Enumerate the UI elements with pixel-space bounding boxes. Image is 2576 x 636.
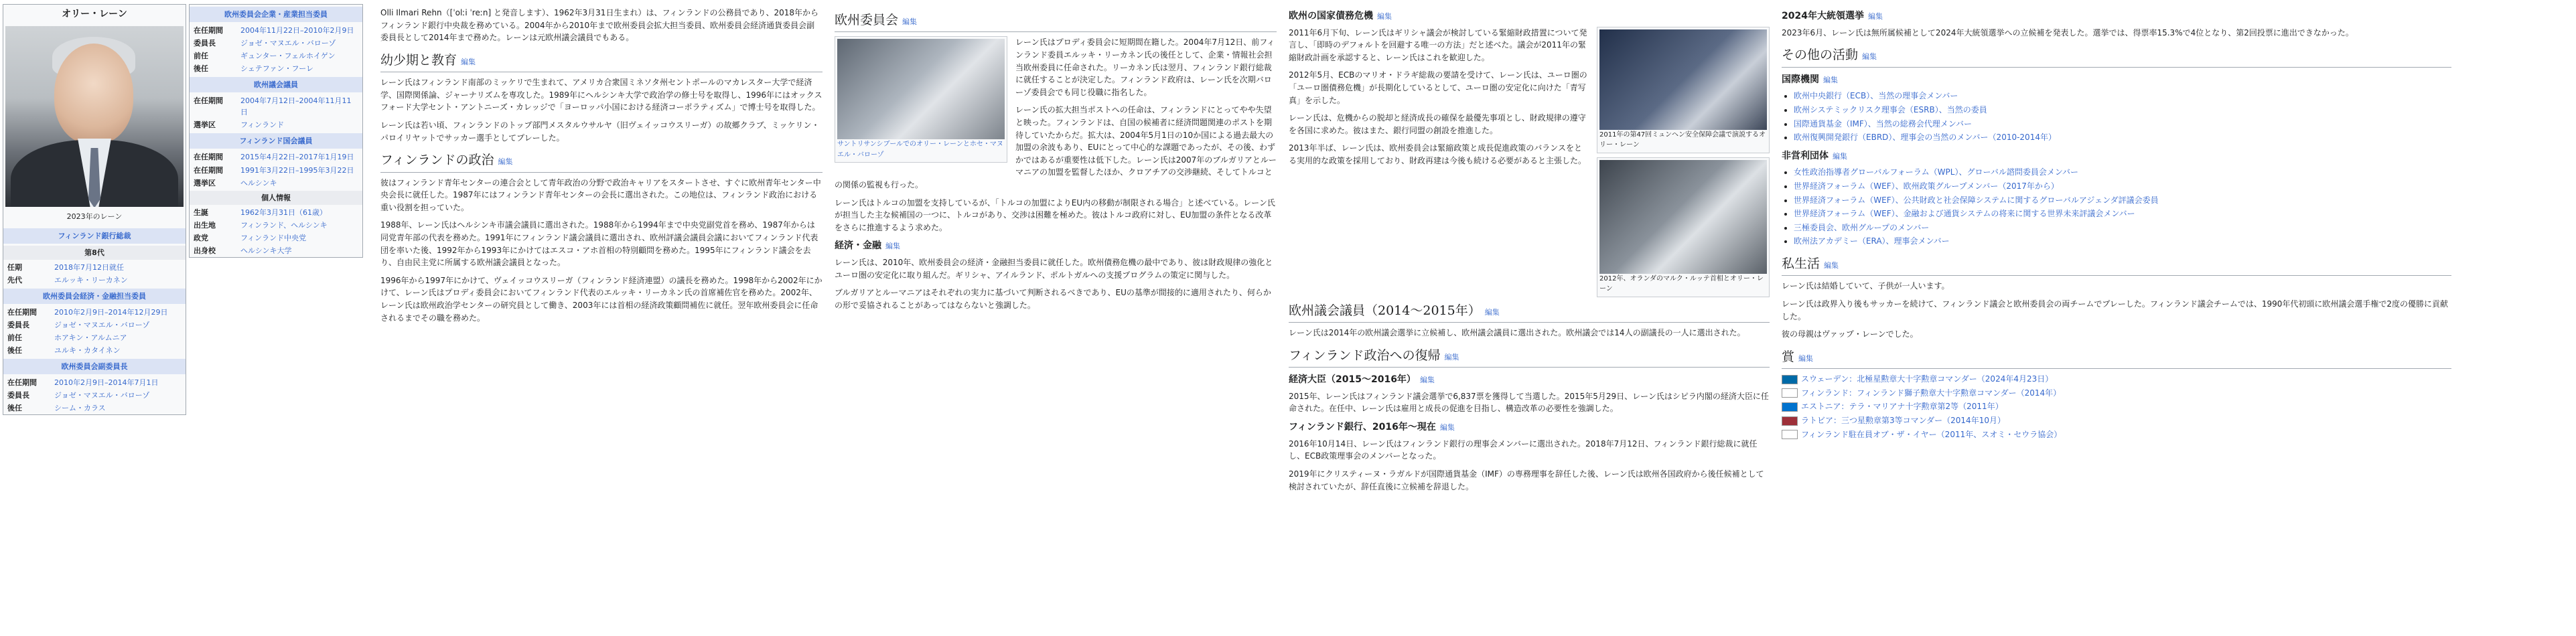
award-ribbon-icon [1782,375,1798,384]
list-item[interactable] [1794,208,2451,220]
paragraph: レーン氏は結婚していて、子供が一人います。 [1782,281,1950,291]
list-item[interactable] [1794,222,2451,234]
list-item[interactable] [1794,104,2451,116]
thumbnail-photo [1599,29,1767,130]
paragraph: ブルガリアとルーマニアはそれぞれの実力に基づいて判断されるべきであり、EUの基準が間接的に適用されたり、何らかの形で妥協されることがあってはならないと強調した。 [835,288,1271,310]
infobox-section-enterprise-commissioner[interactable]: 欧州委員会企業・産業担当委員 [190,7,362,22]
awards-list [1782,373,2451,441]
infobox [3,4,186,415]
infobox-row-label: 委員長 [7,391,29,400]
infobox-row-value[interactable]: フィンランド中央党 [240,233,307,242]
infobox-row-label: 在任期間 [7,307,37,317]
infobox-row-label: 任期 [7,262,22,272]
infobox-row [3,274,186,287]
edit-link[interactable]: 編集 [885,242,900,251]
edit-link[interactable]: 編集 [1419,376,1435,385]
infobox-row [190,94,362,118]
award-ribbon-icon [1782,430,1798,439]
infobox-row-value[interactable]: ヘルシンキ [240,178,277,187]
infobox-row-label: 出生地 [194,220,216,230]
paragraph: 2016年10月14日、レーン氏はフィンランド銀行の理事会メンバーに選出された。2018年7月12日、フィンランド銀行総裁に就任し、ECB政策理事会のメンバーとなった。 [1289,439,1758,461]
paragraph: 2013年半ば、レーン氏は、欧州委員会は緊縮政策と成長促進政策のバランスをとる実用的な政策を採用しており、財政再建は今後も続ける必要があると主張した。 [1289,143,1587,166]
list-item[interactable] [1794,118,2451,131]
infobox-row-value[interactable]: フィンランド、ヘルシンキ [240,220,328,230]
infobox-subheader: 第8代 [3,246,186,260]
edit-link[interactable]: 編集 [1867,12,1883,21]
infobox-row [3,389,186,402]
paragraph: レーン氏はトルコの加盟を支持しているが、「トルコの加盟によりEU内の移動が制限される場合」と述べている。レーン氏が担当した主な候補国の一つに、トルコがあり、交渉は困難を極めた。彼はトルコ政府に対し、EU加盟の条件となる改革をさらに推進するよう求めた。 [835,197,1275,232]
paragraph: レーン氏は、危機からの脱却と経済成長の確保を最優先事項とし、財政規律の遵守を各国に求めた。彼はまた、銀行同盟の創設を推進した。 [1289,113,1586,135]
infobox-row [190,118,362,131]
infobox-section-economic-commissioner[interactable]: 欧州委員会経済・金融担当委員 [3,289,186,304]
heading-personal-life: 私生活 編集 [1782,254,2451,276]
infobox-row-label: 在任期間 [194,96,223,106]
infobox-row-label: 前任 [194,52,208,61]
infobox-row-value[interactable]: ギュンター・フェルホイゲン [240,52,336,61]
list-item-text[interactable]: 世界経済フォーラム（WEF）、欧州政策グループメンバー（2017年から） [1794,181,2059,191]
infobox-row-value[interactable]: ジョゼ・マヌエル・バローゾ [240,39,336,48]
article-column-3 [1289,4,1770,498]
thumbnail-figure[interactable] [835,36,1007,163]
nonprofit-list [1794,166,2451,248]
list-item[interactable] [1782,414,2451,427]
article-column-4 [1782,4,2451,446]
infobox-row-value[interactable]: 2010年2月9日–2014年12月29日 [54,307,168,317]
heading-other-activities: その他の活動 編集 [1782,46,2451,67]
infobox-row-value[interactable]: エルッキ・リーカネン [54,275,128,285]
international-list [1794,90,2451,143]
list-item-text[interactable]: エストニア：テラ・マリアナ十字勲章第2等（2011年） [1801,402,2003,412]
infobox-row [3,344,186,357]
infobox-row [190,24,362,37]
infobox-row [190,37,362,50]
heading-nonprofit: 非営利団体 編集 [1782,150,1847,161]
infobox-row [3,261,186,274]
heading-bank-of-finland: フィンランド銀行、2016年〜現在 編集 [1289,422,1455,433]
infobox-row-value[interactable]: シェテファン・フーレ [240,64,314,74]
thumbnail-caption: 2011年の第47回ミュンヘン安全保障会議で演説するオリー・レーン [1599,131,1766,149]
infobox-continued [189,4,363,258]
infobox-row-value[interactable]: シーム・カラス [54,404,106,413]
infobox-row [3,402,186,414]
edit-link[interactable]: 編集 [1484,307,1500,317]
infobox-row [3,331,186,344]
paragraph: 彼はフィンランド青年センターの連合会として青年政治の分野で政治キャリアをスタートさせ、すぐに欧州青年センター中央会長に就任した。1987年にはフィンランド青年センターの会長に選出された。この地位は、フィンランド政治における重い役割を担っていた。 [380,177,821,212]
edit-link[interactable]: 編集 [498,157,513,167]
list-item-text[interactable]: 世界経済フォーラム（WEF）、金融および通貨システムの将来に関する世界未来評議会メンバー [1794,209,2135,219]
paragraph: 2011年6月下旬、レーン氏はギリシャ議会が検討している緊縮財政措置について発言し、「即時のデフォルトを回避する唯一の方法」だと述べた。議会が2011年の緊縮財政計画を承認すると、レーン氏はこれを歓迎した。 [1289,27,1587,62]
infobox-section-parliament[interactable]: フィンランド国会議員 [190,133,362,149]
infobox-row-label: 先代 [7,275,22,285]
list-item-text[interactable]: 欧州中央銀行（ECB）、当然の理事会メンバー [1794,91,1958,101]
infobox-row-label: 選挙区 [194,121,216,130]
edit-link[interactable]: 編集 [1824,261,1839,270]
list-item[interactable] [1794,131,2451,144]
infobox-row [190,177,362,189]
infobox-row [190,244,362,257]
article-column-1 [380,4,822,329]
edit-link[interactable]: 編集 [1798,353,1814,363]
heading-return: フィンランド政治への復帰 編集 [1289,346,1770,368]
infobox-row [3,319,186,331]
edit-link[interactable]: 編集 [1862,52,1877,62]
edit-link[interactable]: 編集 [902,17,918,26]
infobox-row [190,62,362,75]
infobox-row-value[interactable]: 1991年3月22日–1995年3月22日 [240,165,354,175]
thumbnail-figure[interactable] [1597,27,1770,153]
award-ribbon-icon [1782,416,1798,426]
edit-link[interactable]: 編集 [1444,352,1459,362]
heading-international: 国際機関 編集 [1782,74,1838,85]
list-item[interactable] [1782,428,2451,441]
portrait-caption: 2023年のレーン [66,212,123,221]
heading-finnish-politics: フィンランドの政治 編集 [380,151,822,172]
infobox-row [190,206,362,219]
list-item-text[interactable]: 欧州システミックリスク理事会（ESRB）、当然の委員 [1794,105,1987,114]
infobox-row-value[interactable]: ユルキ・カタイネン [54,346,121,355]
thumbnail-figure[interactable] [1597,157,1770,297]
edit-link[interactable]: 編集 [1439,423,1455,432]
infobox-row-label: 後任 [194,64,208,74]
infobox-row [190,50,362,62]
heading-economics: 経済・金融 編集 [835,240,900,252]
edit-link[interactable]: 編集 [1823,75,1838,84]
infobox-row [3,376,186,389]
paragraph: 2015年、レーン氏はフィンランド議会選挙で6,837票を獲得して当選した。2015年5月29日、レーン氏はシピラ内閣の経済大臣に任命された。在任中、レーン氏は雇用と成長の促進を目指し、構造改革の必要性を強調した。 [1289,391,1769,414]
heading-mep: 欧州議会議員（2014〜2015年） 編集 [1289,301,1770,323]
list-item[interactable] [1794,180,2451,193]
infobox-row-value[interactable]: 2004年7月12日–2004年11月11日 [240,96,352,117]
infobox-row-value[interactable]: ジョゼ・マヌエル・バローゾ [54,391,150,400]
edit-link[interactable]: 編集 [461,57,476,66]
paragraph: 1996年から1997年にかけて、ヴェイッコウスリーガ（フィンランド経済連盟）の議長を務めた。1998年から2002年にかけて、レーン氏はプロディ委員会においてフィンランド代表のエルッキ・リーカネン氏の首席補佐官を務めた。2002年、レーン氏は欧州政治学センターの研究員として働き、2003年には首相の経済政策顧問補佐に就任。翌年欧州委員会に任命されるまでその職を務めた。 [380,275,822,323]
heading-presidential-election: 2024年大統領選挙 編集 [1782,11,1883,21]
infobox-row-label: 政党 [194,233,208,242]
infobox-row-value[interactable]: ホアキン・アルムニア [54,333,127,343]
thumbnail-photo [837,39,1005,139]
paragraph: 2023年6月、レーン氏は無所属候補として2024年大統領選挙への立候補を発表した。選挙では、得票率15.3%で4位となり、第2回投票に進出できなかった。 [1782,27,2354,37]
paragraph: レーン氏は若い頃、フィンランドのトップ部門メスタルウサルヤ（旧ヴェイッコウスリーガ）の故郷クラブ、ミッケリン・パロイリヤットでサッカー選手としてプレーした。 [380,121,820,143]
infobox-row-value[interactable]: フィンランド [240,121,285,130]
infobox-row-value[interactable]: 1962年3月31日（61歳） [240,208,327,217]
infobox-row-label: 在任期間 [194,26,223,35]
paragraph: 1988年、レーン氏はヘルシンキ市議会議員に選出された。1988年から1994年まで中央党副党首を務め、1987年からは同党青年部の代表を務めた。1991年にフィンランド議会議員に選出され、欧州評議会議員会議においてフィンランド代表団を率いた後、1992年から1993年にかけてはエスコ・アホ首相の特別顧問を務めた。1995年にフィンランド議会を去り、自由民主党に所属する欧州議会議員となった。 [380,220,818,268]
heading-debt-crisis: 欧州の国家債務危機 編集 [1289,11,1392,21]
infobox-section-personal: 個人情報 [190,191,362,205]
infobox-row-value[interactable]: ヘルシンキ大学 [240,246,292,255]
infobox-row-value[interactable]: 2015年4月22日–2017年1月19日 [240,153,354,162]
infobox-row-label: 前任 [7,333,22,343]
list-item[interactable] [1794,90,2451,102]
paragraph: レーン氏はフィンランド南部のミッケリで生まれて、アメリカ合衆国ミネソタ州セントポールのマカレスター大学で経済学、国際関係論、ジャーナリズムを専攻した。1989年にヘルシンキ大学で政治学の修士号を取得し、1996年にはオックスフォード大学セント・アントニーズ・カレッジで「ヨーロッパ小国における経済コーポラティズム」で博士号を取得した。 [380,78,822,112]
edit-link[interactable]: 編集 [1377,12,1392,21]
infobox-row [190,219,362,232]
infobox-row-label: 在任期間 [7,378,37,388]
infobox-row-label: 在任期間 [194,153,223,162]
heading-early-life: 幼少期と教育 編集 [380,51,822,72]
edit-link[interactable]: 編集 [1833,151,1847,161]
heading-minister: 経済大臣（2015〜2016年） 編集 [1289,374,1435,386]
list-item-text[interactable]: ラトビア：三つ星勲章第3等コマンダー（2014年10月） [1801,416,2005,426]
list-item-text[interactable]: 国際通貨基金（IMF）、当然の総務会代理メンバー [1794,118,1972,129]
paragraph: 2012年5月、ECBのマリオ・ドラギ総裁の要請を受けて、レーン氏は、ユーロ圏の「ユーロ圏債務危機」が長期化しているとして、ユーロ圏の安定化に向けた「青写真」を示した。 [1289,70,1587,105]
list-item[interactable] [1782,373,2451,386]
lead-paragraph: Olli Ilmari Rehn（[ˈolːi ˈreːn] と発音します）、1962年3月31日生まれ）は、フィンランドの公務員であり、2018年からフィンランド銀行中央裁を務めている。2004年から2010年まで欧州委員会拡大担当委員、欧州委員会経済通貨委員会副委員長として2014年まで務めた。レーンは元欧州議会議員でもある。 [380,8,819,43]
thumbnail-caption: サントリサンシブールでのオリー・レーンとホセ・マヌエル・バローゾ [837,141,1003,159]
heading-european-commission: 欧州委員会 編集 [835,11,1277,32]
list-item-text[interactable]: フィンランド駐在員オブ・ザ・イヤー（2011年、スオミ・セウラ協会） [1801,429,2062,439]
thumbnail-photo [1599,160,1767,274]
paragraph: レーン氏の拡大担当ポストへの任命は、フィンランドにとってやや失望と映った。フィンランドは、自国の候補者に経済問題関連のポストを期待していたからだ。拡大は、2004年5月1日の10か国による過去最大の加盟の余波もあり、EUにとって中心的な課題であったが、その後、わずかではあるが重要性は低下した。レーン氏は2007年のブルガリアとルーマニアの加盟を監督したほか、クロアチアの交渉継続、そしてトルコとの関係の監視も行った。 [835,105,1277,189]
infobox-row-value[interactable]: 2018年7月12日就任 [54,262,124,272]
paragraph: レーン氏は2014年の欧州議会選挙に立候補し、欧州議会議員に選出された。欧州議会では14人の副議長の一人に選出された。 [1289,328,1745,338]
infobox-row-label: 委員長 [7,321,29,330]
list-item-text[interactable]: 三極委員会、欧州グループのメンバー [1794,222,1930,232]
portrait-photo[interactable] [5,26,184,207]
paragraph: 彼の母親はヴァップ・レーンでした。 [1782,329,1918,339]
infobox-row-label: 委員長 [194,39,216,48]
paragraph: レーン氏は、2010年、欧州委員会の経済・金融担当委員に就任した。欧州債務危機の最中であり、彼は財政規律の強化とユーロ圏の安定化に取り組んだ。ギリシャ、アイルランド、ポルトガルへの支援プログラムの策定に関与した。 [835,258,1273,280]
list-item-text[interactable]: 世界経済フォーラム（WEF）、公共財政と社会保障システムに関するグローバルアジェンダ評議会委員 [1794,195,2159,205]
list-item[interactable] [1794,235,2451,248]
infobox-row [190,151,362,163]
infobox-row-label: 選挙区 [194,178,216,187]
thumbnail-caption: 2012年、オランダのマルク・ルッテ首相とオリー・レーン [1599,274,1764,293]
list-item[interactable] [1782,400,2451,413]
infobox-section-vice-president[interactable]: 欧州委員会副委員長 [3,359,186,374]
award-ribbon-icon [1782,402,1798,412]
list-item[interactable] [1794,166,2451,179]
infobox-row [3,306,186,319]
heading-awards: 賞編集 [1782,347,2451,369]
infobox-section-mep[interactable]: 欧州議会議員 [190,77,362,92]
list-item[interactable] [1794,194,2451,207]
infobox-row-value[interactable]: 2004年11月22日–2010年2月9日 [240,26,354,35]
infobox-section-governor[interactable]: フィンランド銀行総裁 [3,228,186,244]
paragraph: レーン氏はプロディ委員会に短期間在籍した。2004年7月12日、前フィンランド委員エルッキ・リーカネン氏の後任として、企業・情報社会担当欧州委員に任命された。リーカネン氏は翌月、フィンランド銀行総裁に就任することが決定した。フィンランド政府は、レーン氏を次期バローゾ委員会でも同じ役職に指名した。 [1015,37,1275,97]
infobox-title: オリー・レーン [62,9,127,19]
list-item-text[interactable]: 欧州法アカデミー（ERA）、理事会メンバー [1794,236,1950,246]
infobox-row-value[interactable]: ジョゼ・マヌエル・バローゾ [54,321,150,330]
infobox-row-value[interactable]: 2010年2月9日–2014年7月1日 [54,378,159,388]
list-item-text[interactable]: フィンランド：フィンランド獅子勲章大十字勲章コマンダー（2014年） [1801,388,2062,398]
infobox-row-label: 出身校 [194,246,216,255]
article-column-2 [835,4,1277,317]
infobox-row-label: 生誕 [194,208,208,217]
infobox-row-label: 後任 [7,404,22,413]
infobox-row-label: 後任 [7,346,22,355]
infobox-row-label: 在任期間 [194,165,223,175]
list-item-text[interactable]: スウェーデン：北極星勲章大十字勲章コマンダー（2024年4月23日） [1801,374,2054,384]
list-item-text[interactable]: 女性政治指導者グローバルフォーラム（WPL）、グローバル諮問委員会メンバー [1794,167,2079,177]
infobox-row [190,164,362,177]
infobox-row [190,232,362,244]
paragraph: レーン氏は政界入り後もサッカーを続けて、フィンランド議会と欧州委員会の両チームでプレーした。フィンランド議会チームでは、1990年代初頭に欧州議会選手権で2度の優勝に貢献した。 [1782,299,2449,321]
list-item[interactable] [1782,387,2451,400]
list-item-text[interactable]: 欧州復興開発銀行（EBRD）、理事会の当然のメンバー（2010-2014年） [1794,133,2056,143]
award-ribbon-icon [1782,388,1798,398]
paragraph: 2019年にクリスティーヌ・ラガルドが国際通貨基金（IMF）の専務理事を辞任した後、レーン氏は欧州各国政府から後任候補として検討されていたが、辞任直後に立候補を辞退した。 [1289,469,1764,491]
